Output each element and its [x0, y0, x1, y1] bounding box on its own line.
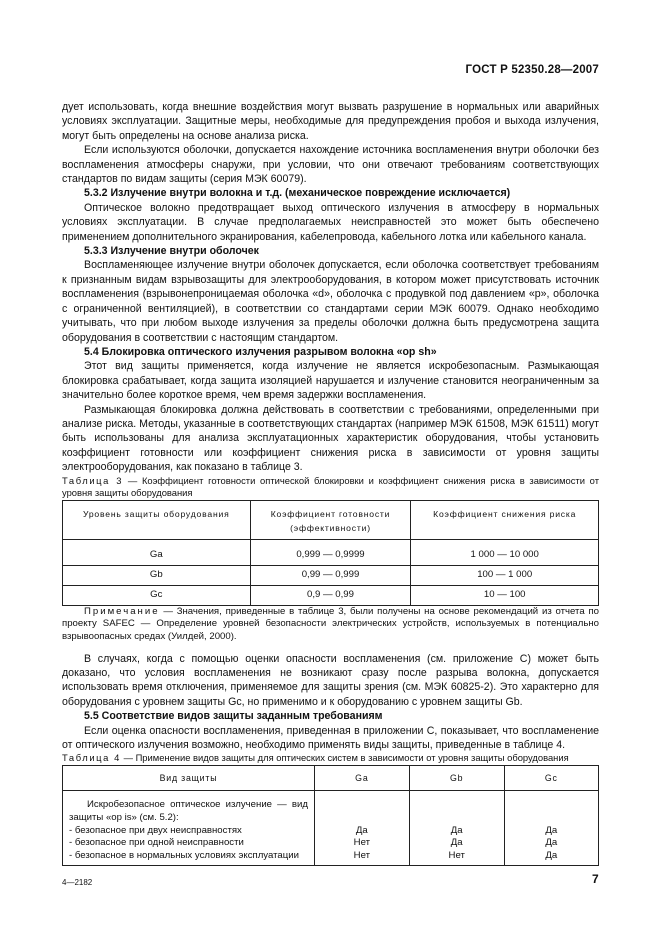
table-4-value: Да	[355, 824, 368, 836]
paragraph: В случаях, когда с помощью оценки опасности воспламенения (см. приложение С) может быть доказано, что условия воспламенения не возникают сразу после разрыва волокна, допускается использовать время отключения, применяемое для защиты зрения (см. МЭК 60825-2). Это характерно для оборудования с уровнем защиты Gc, но применимо и к оборудованию с уровнем защиты Gb.	[62, 652, 599, 708]
table-3-header: Уровень защиты оборудования	[63, 500, 251, 539]
table-3-cell: Gb	[63, 565, 251, 585]
paragraph: Воспламеняющее излучение внутри оболочек допускается, если оболочка соответствует требованиям к признанным видам взрывозащиты для электрооборудования, в котором может присутствовать источник воспламенения (взрывонепроницаемая оболочка «d», оболочка с продувкой под давлением «р», оболочка с ограниченной вентиляцией), в соответствии со стандартами серии МЭК 60079. Однако необходимо учитывать, что при любом выходе излучения за пределы оболочки должна быть предусмотрена защита оборудования в соответствии с настоящим стандартом.	[62, 259, 599, 344]
table-4-item: - безопасное при одной неисправности	[69, 837, 244, 849]
table-4-value: Да	[450, 824, 463, 836]
table-3-cell: 0,99 — 0,999	[250, 565, 411, 585]
table-4-value: Нет	[353, 850, 371, 862]
table-3-cell: 0,9 — 0,99	[250, 585, 411, 605]
section-heading-5-3-2: 5.3.2 Излучение внутри волокна и т.д. (механическое повреждение исключается)	[84, 187, 511, 200]
table-4-label: Таблица 4	[62, 752, 121, 764]
table-3-caption-text: — Коэффициент готовности оптической блокировки и коэффициент снижения риска в зависимости от уровня защиты оборудования	[62, 474, 599, 499]
table-4-ga-cell	[314, 790, 409, 865]
table-3-note	[62, 606, 599, 644]
table-3-cell: Gc	[63, 585, 251, 605]
table-4-value: Да	[545, 824, 558, 836]
paragraph: Оптическое волокно предотвращает выход оптического излучения в атмосферу в нормальных условиях эксплуатации. В случае предполагаемых неисправностей это может быть обеспечено применением дополнительного экранирования, кабелепровода, кабельного лотка или кабельного канала.	[62, 201, 599, 243]
table-4-header: Gb	[409, 765, 504, 790]
table-4-value: Да	[545, 850, 558, 862]
table-4-item: - безопасное при двух неисправностях	[69, 824, 242, 836]
section-heading-5-3-3: 5.3.3 Излучение внутри оболочек	[84, 245, 259, 258]
paragraph: дует использовать, когда внешние воздействия могут вызвать разрушение в нормальных или аварийных условиях эксплуатации. Защитные меры, необходимые для предупреждения пробоя и выхода излучения, могут быть определены на основе анализа риска.	[62, 101, 599, 142]
table-4-value: Да	[450, 837, 463, 849]
section-heading-5-4: 5.4 Блокировка оптического излучения разрывом волокна «op sh»	[84, 345, 437, 358]
table-4-header: Вид защиты	[63, 765, 315, 790]
page-content	[62, 100, 599, 866]
table-3-caption	[62, 475, 599, 500]
note-label: Примечание	[84, 605, 160, 617]
table-3-cell: 0,999 — 0,9999	[250, 539, 411, 565]
section-heading-5-5: 5.5 Соответствие видов защиты заданным требованиям	[84, 710, 383, 723]
footer-sheet-code: 4—2182	[62, 878, 93, 887]
table-4-header: Gc	[504, 765, 598, 790]
note-text: — Значения, приведенные в таблице 3, были получены на основе рекомендаций из отчета по проекту SAFEC — Определение уровней безопасности электрических устройств, используемых в потенциально взрывоопасных средах (Уилдей, 2000).	[62, 605, 599, 642]
paragraph: Этот вид защиты применяется, когда излучение не является искробезопасным. Размыкающая блокировка срабатывает, когда защита изоляцией нарушается и излучение становится неограниченным за значительно более короткое время, чем время задержки воспламенения.	[62, 360, 599, 402]
table-3-cell: 100 — 1 000	[411, 565, 599, 585]
paragraph: Если используются оболочки, допускается нахождение источника воспламенения внутри оболочки без воспламенения атмосферы снаружи, при условии, что они отвечают требованиям соответствующих стандартов по видам защиты (серия МЭК 60079).	[62, 144, 599, 186]
table-4-caption	[62, 752, 599, 765]
page-number: 7	[592, 872, 599, 886]
table-4-description-cell	[63, 790, 315, 865]
paragraph: Размыкающая блокировка должна действовать в соответствии с требованиями, определенными при анализе риска. Методы, указанные в соответствующих стандартах (например МЭК 61508, МЭК 61511) могут быть использованы для анализа эксплуатационных характеристик оборудования, чтобы установить коэффициент готовности или коэффициент снижения риска в зависимости от уровня защиты электрооборудования, как показано в таблице 3.	[62, 403, 599, 474]
table-4-gb-cell	[409, 790, 504, 865]
table-4-gc-cell	[504, 790, 598, 865]
table-3-label: Таблица 3	[62, 474, 124, 486]
table-4-value: Нет	[448, 850, 465, 862]
table-3-cell: 1 000 — 10 000	[411, 539, 599, 565]
table-3	[62, 500, 599, 606]
table-3-header: Коэффициент готовности (эффективности)	[250, 500, 411, 539]
table-4-caption-text: — Применение видов защиты для оптических систем в зависимости от уровня защиты оборудования	[120, 752, 569, 764]
document-header: ГОСТ Р 52350.28—2007	[465, 64, 599, 76]
table-3-header: Коэффициент снижения риска	[411, 500, 599, 539]
table-4-value: Да	[545, 837, 558, 849]
table-4-header: Ga	[314, 765, 409, 790]
table-4-value: Нет	[353, 837, 371, 849]
table-3-cell: 10 — 100	[411, 585, 599, 605]
table-4	[62, 765, 599, 866]
table-3-cell: Ga	[63, 539, 251, 565]
paragraph: Если оценка опасности воспламенения, приведенная в приложении С, показывает, что воспламенение от оптического излучения возможно, необходимо применять виды защиты, приведенные в таблице 4.	[62, 724, 599, 751]
table-4-description: Искробезопасное оптическое излучение — вид защиты «op is» (см. 5.2):	[69, 798, 308, 823]
table-4-item: - безопасное в нормальных условиях эксплуатации	[69, 850, 299, 862]
